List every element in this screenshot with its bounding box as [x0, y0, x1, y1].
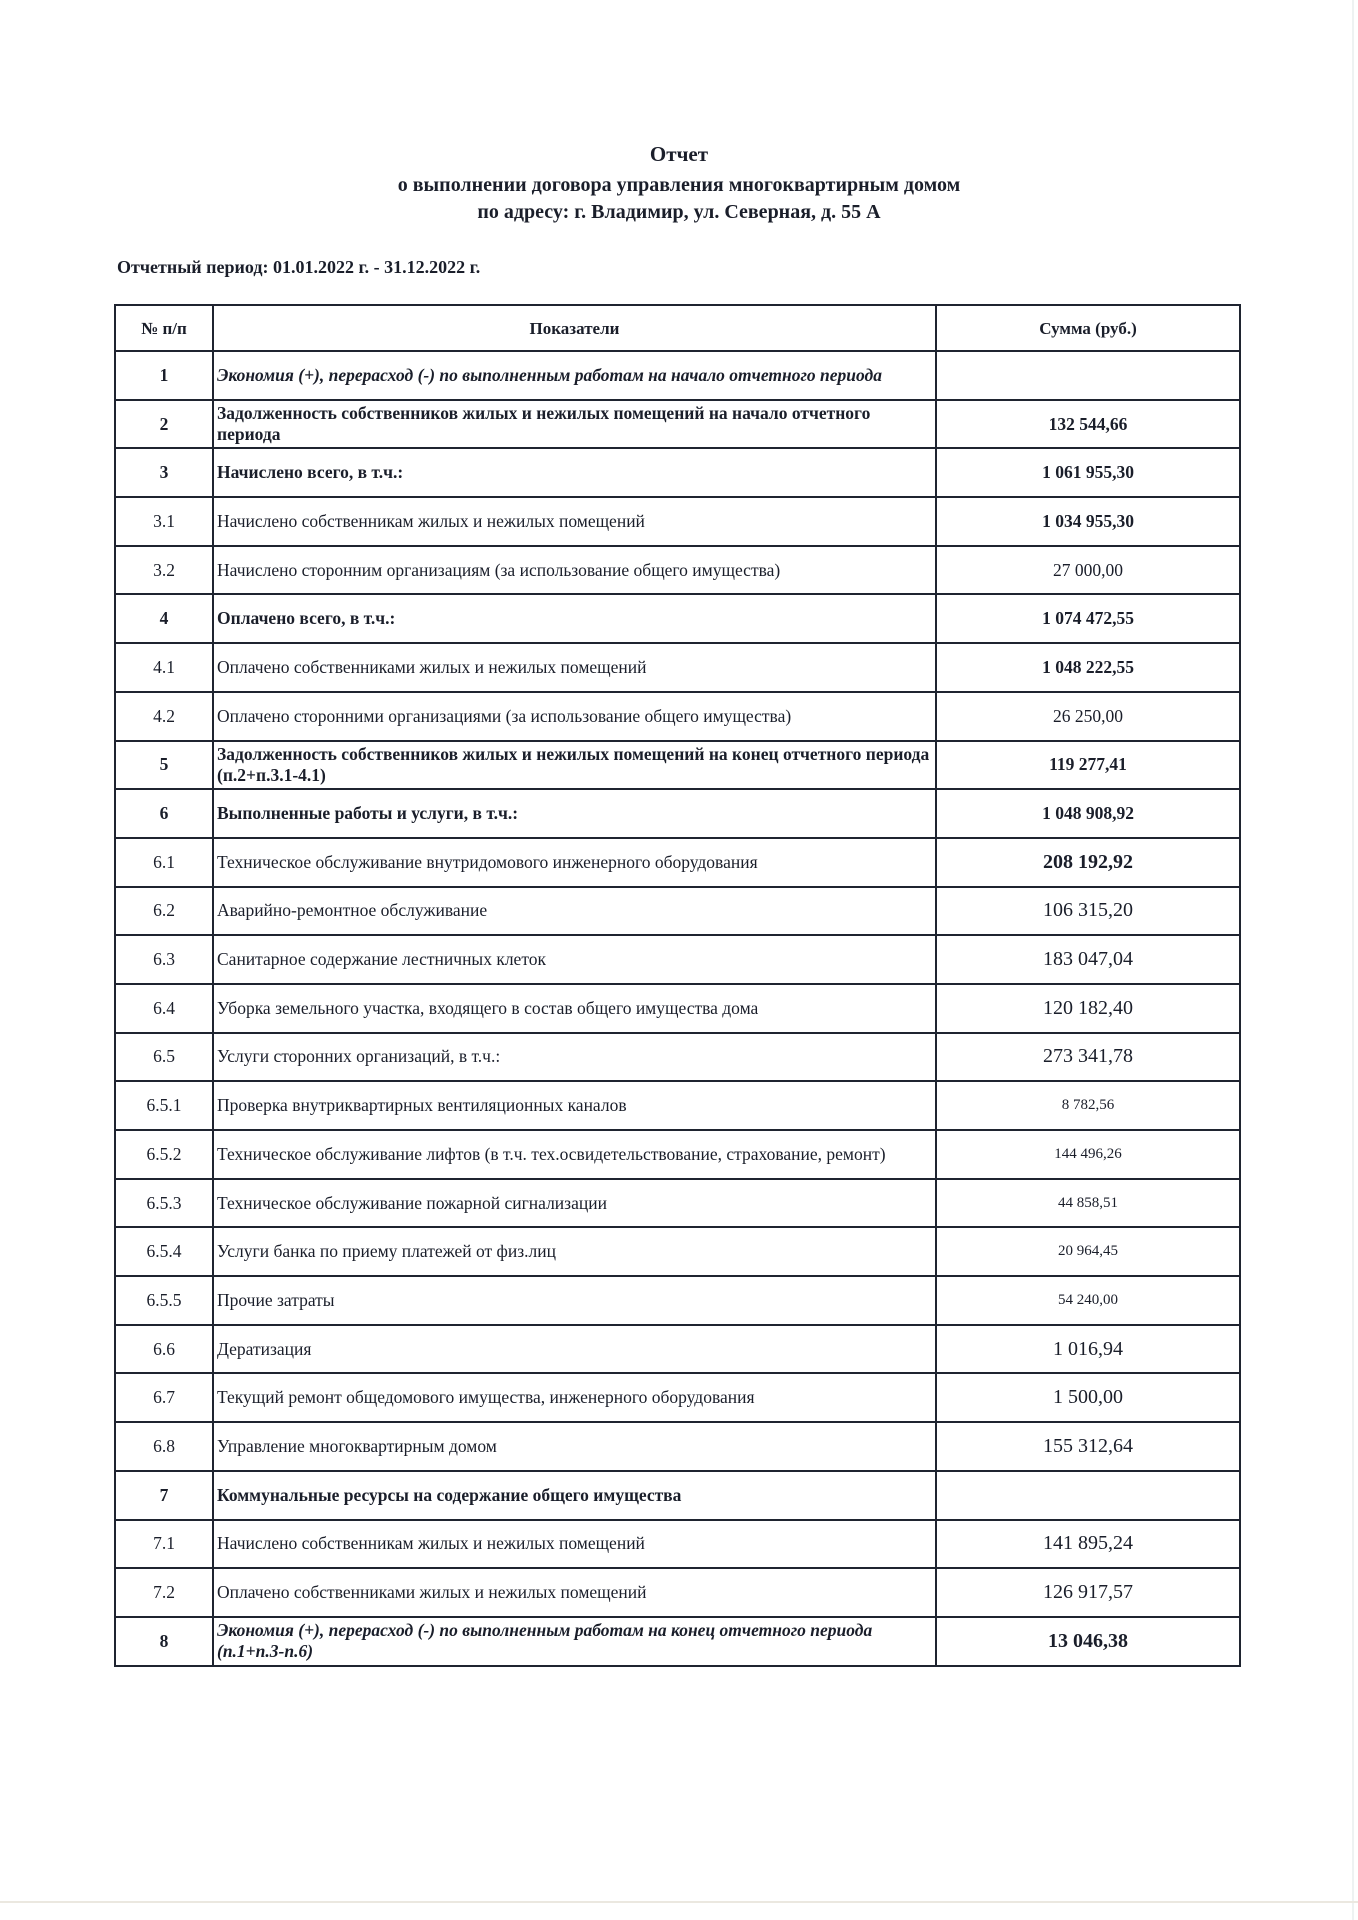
row-label: Услуги сторонних организаций, в т.ч.:	[213, 1033, 936, 1082]
row-num: 7.1	[115, 1520, 213, 1569]
row-num: 6.1	[115, 838, 213, 887]
table-row	[115, 546, 1240, 595]
row-sum: 8 782,56	[936, 1081, 1240, 1130]
row-sum	[936, 351, 1240, 400]
row-label: Техническое обслуживание лифтов (в т.ч. тех.освидетельствование, страхование, ремонт)	[213, 1130, 936, 1179]
row-num: 3.1	[115, 497, 213, 546]
row-label: Оплачено собственниками жилых и нежилых помещений	[213, 643, 936, 692]
report-subtitle: о выполнении договора управления многоквартирным домом	[397, 174, 961, 196]
row-sum: 132 544,66	[936, 400, 1240, 449]
report-table	[114, 304, 1241, 1667]
row-sum: 273 341,78	[936, 1033, 1240, 1082]
row-label: Оплачено всего, в т.ч.:	[213, 594, 936, 643]
table-row	[115, 1227, 1240, 1276]
row-num: 6.8	[115, 1422, 213, 1471]
row-num: 6.6	[115, 1325, 213, 1374]
row-num: 6.7	[115, 1373, 213, 1422]
row-sum: 183 047,04	[936, 935, 1240, 984]
page-edge-right	[1352, 0, 1354, 1920]
table-row	[115, 1617, 1240, 1666]
row-num: 3.2	[115, 546, 213, 595]
row-label: Начислено сторонним организациям (за использование общего имущества)	[213, 546, 936, 595]
table-row	[115, 1422, 1240, 1471]
header-sum: Сумма (руб.)	[936, 305, 1240, 351]
table-row	[115, 351, 1240, 400]
row-label: Начислено собственникам жилых и нежилых помещений	[213, 497, 936, 546]
table-header-row	[115, 305, 1240, 351]
table-row	[115, 1081, 1240, 1130]
row-num: 4	[115, 594, 213, 643]
row-num: 6.3	[115, 935, 213, 984]
row-label: Экономия (+), перерасход (-) по выполненным работам на конец отчетного периода (п.1+п.3-п.6)	[213, 1617, 936, 1666]
row-label: Санитарное содержание лестничных клеток	[213, 935, 936, 984]
row-label: Задолженность собственников жилых и нежилых помещений на конец отчетного периода (п.2+п.3.1-4.1)	[213, 741, 936, 790]
row-sum: 20 964,45	[936, 1227, 1240, 1276]
row-sum: 44 858,51	[936, 1179, 1240, 1228]
row-label: Начислено собственникам жилых и нежилых помещений	[213, 1520, 936, 1569]
row-sum: 120 182,40	[936, 984, 1240, 1033]
row-sum: 1 048 222,55	[936, 643, 1240, 692]
row-num: 6.2	[115, 887, 213, 936]
table-row	[115, 935, 1240, 984]
table-row	[115, 1568, 1240, 1617]
row-sum: 126 917,57	[936, 1568, 1240, 1617]
row-num: 5	[115, 741, 213, 790]
table-row	[115, 1179, 1240, 1228]
row-num: 6.5	[115, 1033, 213, 1082]
row-num: 6.5.1	[115, 1081, 213, 1130]
row-sum: 1 061 955,30	[936, 448, 1240, 497]
row-num: 4.2	[115, 692, 213, 741]
row-sum: 13 046,38	[936, 1617, 1240, 1666]
row-label: Аварийно-ремонтное обслуживание	[213, 887, 936, 936]
row-sum: 1 074 472,55	[936, 594, 1240, 643]
row-sum: 119 277,41	[936, 741, 1240, 790]
row-label: Услуги банка по приему платежей от физ.лиц	[213, 1227, 936, 1276]
row-sum: 144 496,26	[936, 1130, 1240, 1179]
row-label: Уборка земельного участка, входящего в состав общего имущества дома	[213, 984, 936, 1033]
row-sum: 27 000,00	[936, 546, 1240, 595]
row-label: Техническое обслуживание пожарной сигнализации	[213, 1179, 936, 1228]
row-sum	[936, 1471, 1240, 1520]
row-label: Техническое обслуживание внутридомового инженерного оборудования	[213, 838, 936, 887]
row-num: 6.5.3	[115, 1179, 213, 1228]
table-row	[115, 1325, 1240, 1374]
row-sum: 1 500,00	[936, 1373, 1240, 1422]
row-sum: 26 250,00	[936, 692, 1240, 741]
page-edge-bottom	[0, 1901, 1358, 1903]
row-label: Выполненные работы и услуги, в т.ч.:	[213, 789, 936, 838]
row-num: 2	[115, 400, 213, 449]
row-label: Управление многоквартирным домом	[213, 1422, 936, 1471]
row-sum: 54 240,00	[936, 1276, 1240, 1325]
row-sum: 106 315,20	[936, 887, 1240, 936]
table-row	[115, 1471, 1240, 1520]
row-label: Начислено всего, в т.ч.:	[213, 448, 936, 497]
table-row	[115, 448, 1240, 497]
table-row	[115, 594, 1240, 643]
row-sum: 1 048 908,92	[936, 789, 1240, 838]
table-row	[115, 400, 1240, 449]
header-num: № п/п	[115, 305, 213, 351]
table-row	[115, 838, 1240, 887]
table-row	[115, 789, 1240, 838]
row-num: 6.5.5	[115, 1276, 213, 1325]
table-row	[115, 741, 1240, 790]
table-row	[115, 692, 1240, 741]
table-row	[115, 1276, 1240, 1325]
row-num: 6.5.2	[115, 1130, 213, 1179]
row-label: Текущий ремонт общедомового имущества, инженерного оборудования	[213, 1373, 936, 1422]
row-num: 4.1	[115, 643, 213, 692]
row-num: 7	[115, 1471, 213, 1520]
table-row	[115, 1520, 1240, 1569]
row-num: 7.2	[115, 1568, 213, 1617]
row-sum: 155 312,64	[936, 1422, 1240, 1471]
row-label: Дератизация	[213, 1325, 936, 1374]
row-label: Оплачено сторонними организациями (за использование общего имущества)	[213, 692, 936, 741]
header-label: Показатели	[213, 305, 936, 351]
reporting-period: Отчетный период: 01.01.2022 г. - 31.12.2022 г.	[117, 257, 481, 277]
row-sum: 141 895,24	[936, 1520, 1240, 1569]
table-row	[115, 643, 1240, 692]
row-sum: 208 192,92	[936, 838, 1240, 887]
table-row	[115, 984, 1240, 1033]
row-label: Коммунальные ресурсы на содержание общего имущества	[213, 1471, 936, 1520]
row-num: 1	[115, 351, 213, 400]
row-label: Проверка внутриквартирных вентиляционных каналов	[213, 1081, 936, 1130]
row-label: Экономия (+), перерасход (-) по выполненным работам на начало отчетного периода	[213, 351, 936, 400]
row-label: Прочие затраты	[213, 1276, 936, 1325]
row-num: 8	[115, 1617, 213, 1666]
table-row	[115, 1373, 1240, 1422]
report-title: Отчет	[649, 142, 709, 166]
table-row	[115, 1033, 1240, 1082]
table-row	[115, 1130, 1240, 1179]
row-sum: 1 034 955,30	[936, 497, 1240, 546]
row-num: 3	[115, 448, 213, 497]
row-sum: 1 016,94	[936, 1325, 1240, 1374]
row-label: Оплачено собственниками жилых и нежилых помещений	[213, 1568, 936, 1617]
row-num: 6	[115, 789, 213, 838]
table-row	[115, 887, 1240, 936]
table-row	[115, 497, 1240, 546]
row-num: 6.5.4	[115, 1227, 213, 1276]
row-label: Задолженность собственников жилых и нежилых помещений на начало отчетного периода	[213, 400, 936, 449]
row-num: 6.4	[115, 984, 213, 1033]
report-address: по адресу: г. Владимир, ул. Северная, д. 55 А	[477, 201, 881, 223]
